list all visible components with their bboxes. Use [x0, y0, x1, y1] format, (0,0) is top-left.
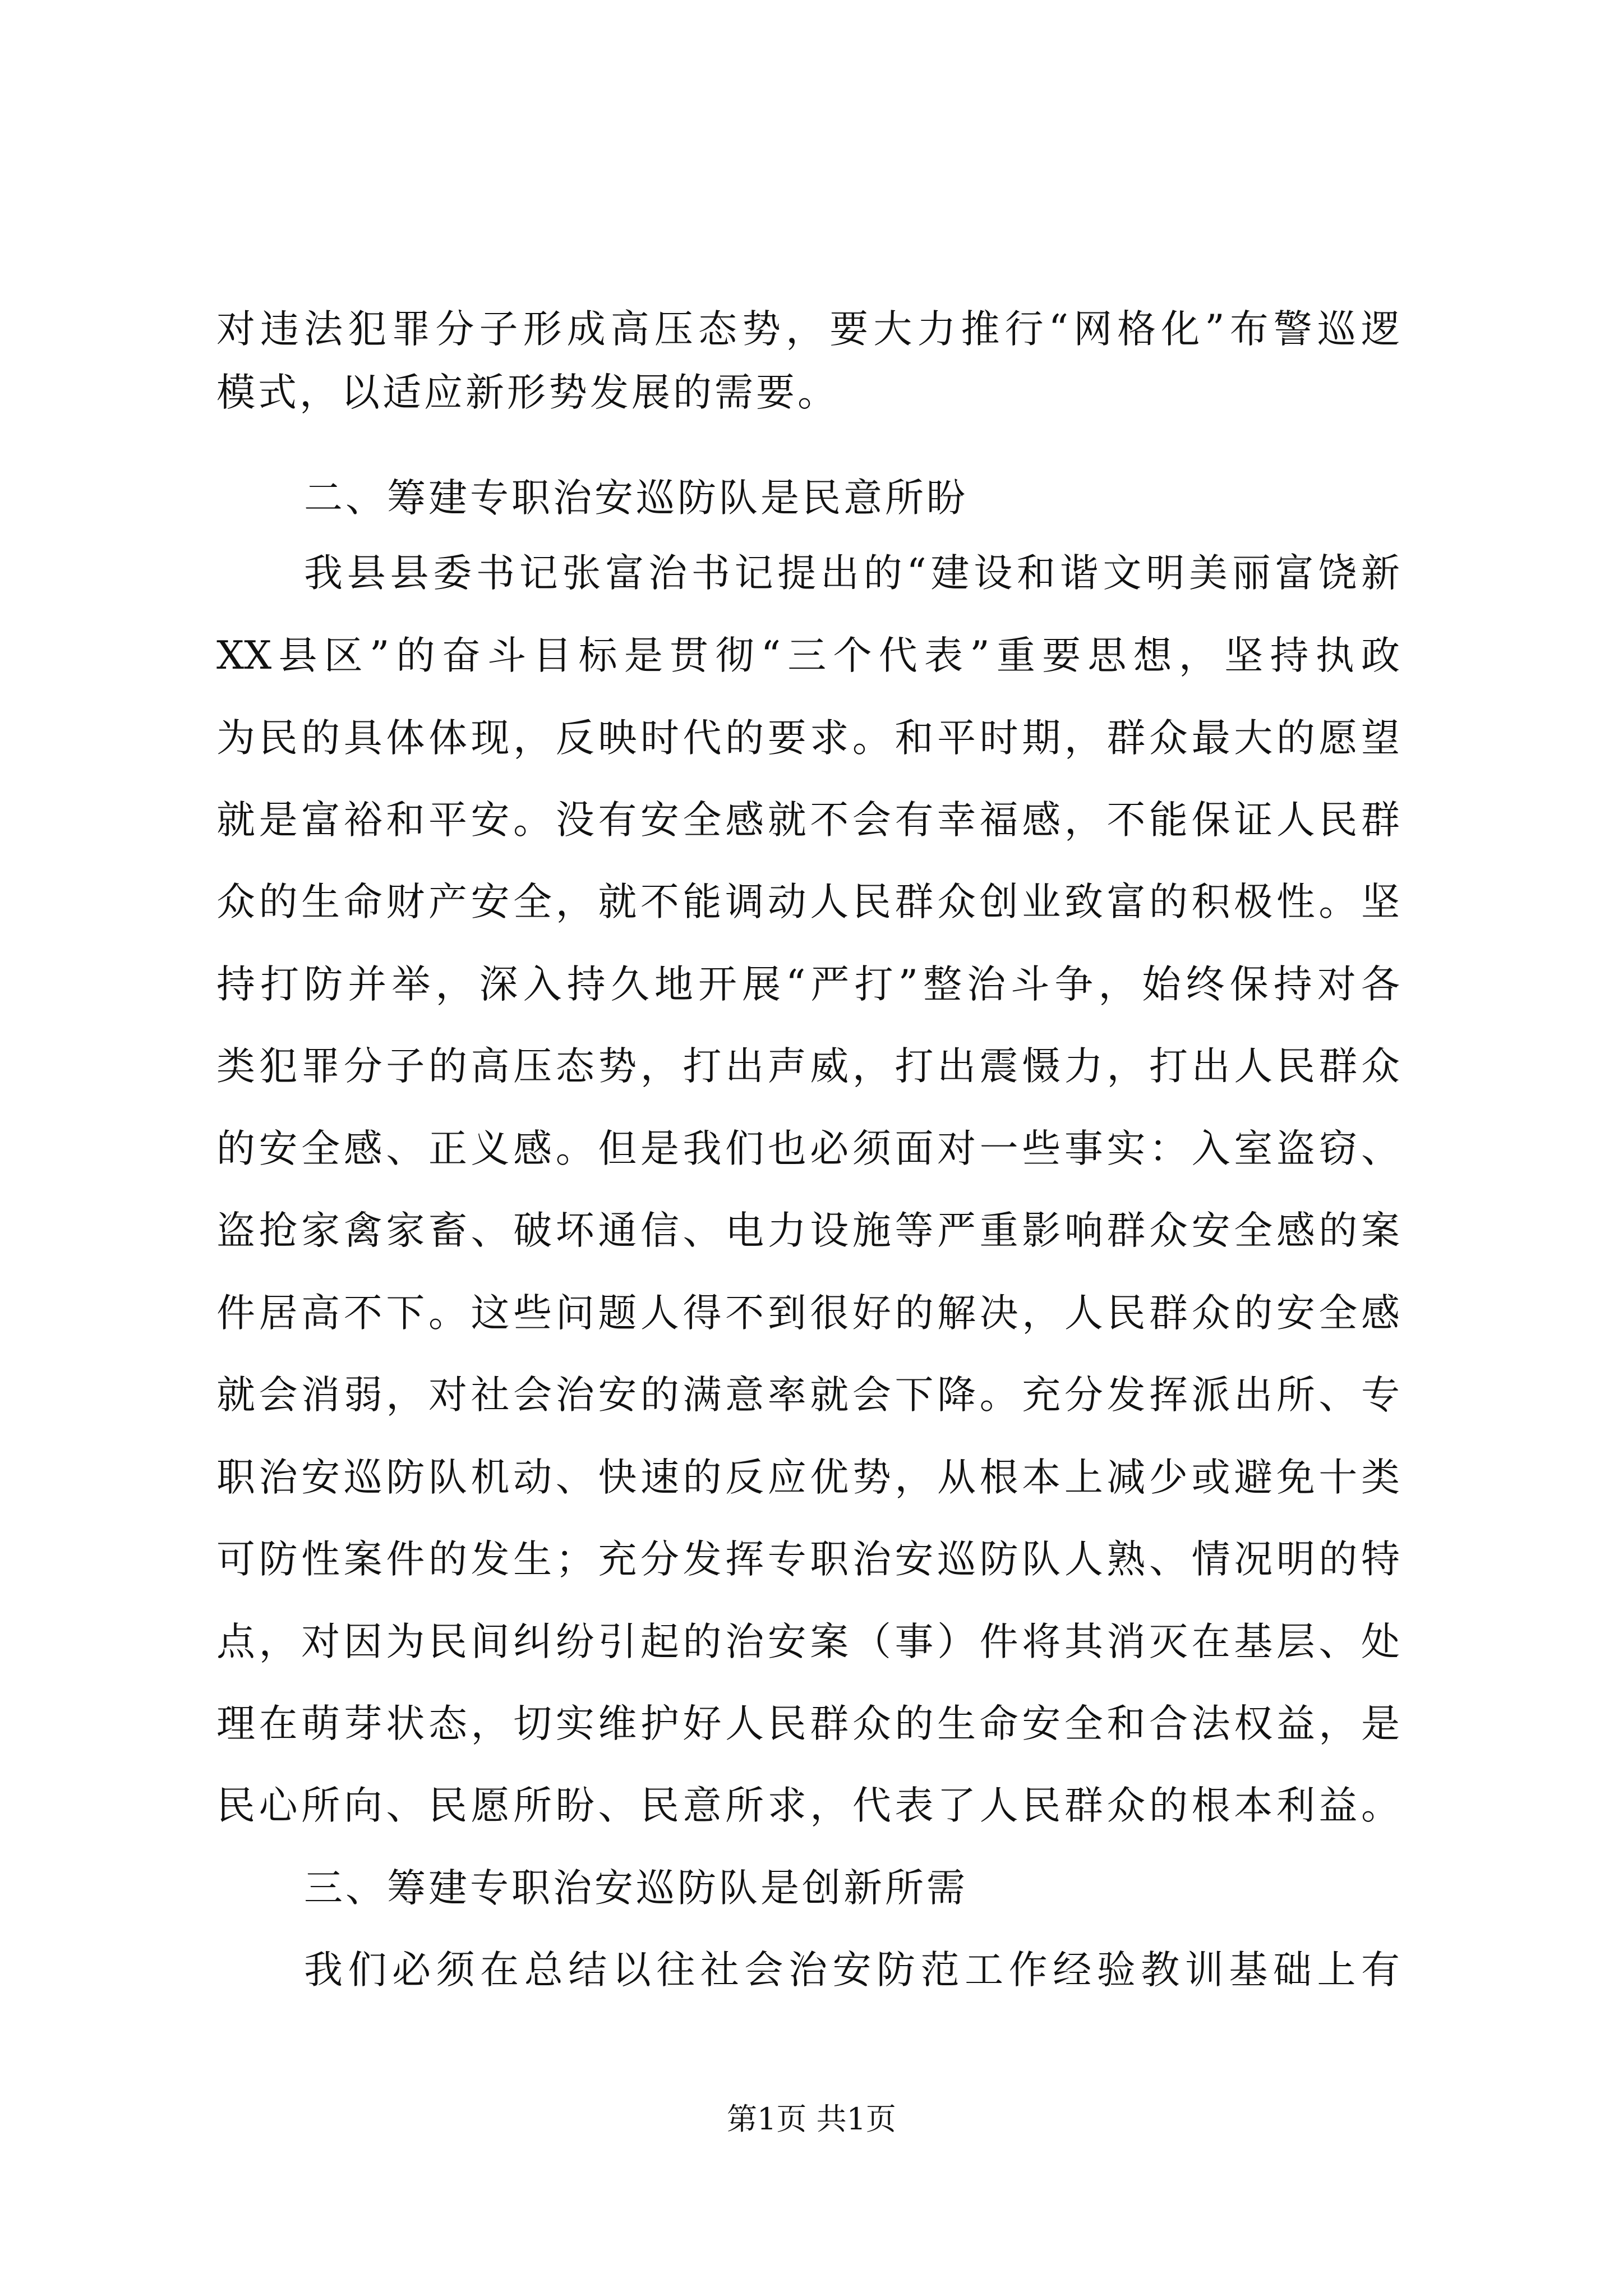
body-line: XX县区”的奋斗目标是贯彻“三个代表”重要思想，坚持执政 — [216, 633, 1400, 678]
body-line: 盗抢家禽家畜、破坏通信、电力设施等严重影响群众安全感的案 — [216, 1208, 1400, 1253]
body-line: 我们必须在总结以往社会治安防范工作经验教训基础上有 — [304, 1948, 1400, 1993]
body-line: 对违法犯罪分子形成高压态势，要大力推行“网格化”布警巡逻 — [216, 307, 1400, 352]
body-line: 职治安巡防队机动、快速的反应优势，从根本上减少或避免十类 — [216, 1455, 1400, 1500]
body-line: 我县县委书记张富治书记提出的“建设和谐文明美丽富饶新 — [304, 551, 1400, 596]
section-heading: 二、筹建专职治安巡防队是民意所盼 — [304, 476, 968, 521]
body-line: 理在萌芽状态，切实维护好人民群众的生命安全和合法权益，是 — [216, 1701, 1400, 1746]
body-line: 模式，以适应新形势发展的需要。 — [216, 370, 839, 415]
body-line: 就是富裕和平安。没有安全感就不会有幸福感，不能保证人民群 — [216, 798, 1400, 843]
page-footer: 第1页 共1页 — [727, 2101, 896, 2137]
body-line: 民心所向、民愿所盼、民意所求，代表了人民群众的根本利益。 — [216, 1783, 1400, 1828]
body-line: 类犯罪分子的高压态势，打出声威，打出震慑力，打出人民群众 — [216, 1044, 1400, 1089]
body-line: 就会消弱，对社会治安的满意率就会下降。充分发挥派出所、专 — [216, 1373, 1400, 1418]
section-heading: 三、筹建专职治安巡防队是创新所需 — [304, 1866, 968, 1911]
body-line: 件居高不下。这些问题人得不到很好的解决，人民群众的安全感 — [216, 1291, 1400, 1336]
body-line: 为民的具体体现，反映时代的要求。和平时期，群众最大的愿望 — [216, 716, 1400, 761]
body-line: 的安全感、正义感。但是我们也必须面对一些事实：入室盗窃、 — [216, 1126, 1400, 1171]
body-line: 点，对因为民间纠纷引起的治安案（事）件将其消灭在基层、处 — [216, 1619, 1400, 1664]
body-line: 持打防并举，深入持久地开展“严打”整治斗争，始终保持对各 — [216, 962, 1400, 1007]
body-line: 可防性案件的发生；充分发挥专职治安巡防队人熟、情况明的特 — [216, 1537, 1400, 1582]
body-line: 众的生命财产安全，就不能调动人民群众创业致富的积极性。坚 — [216, 880, 1400, 924]
